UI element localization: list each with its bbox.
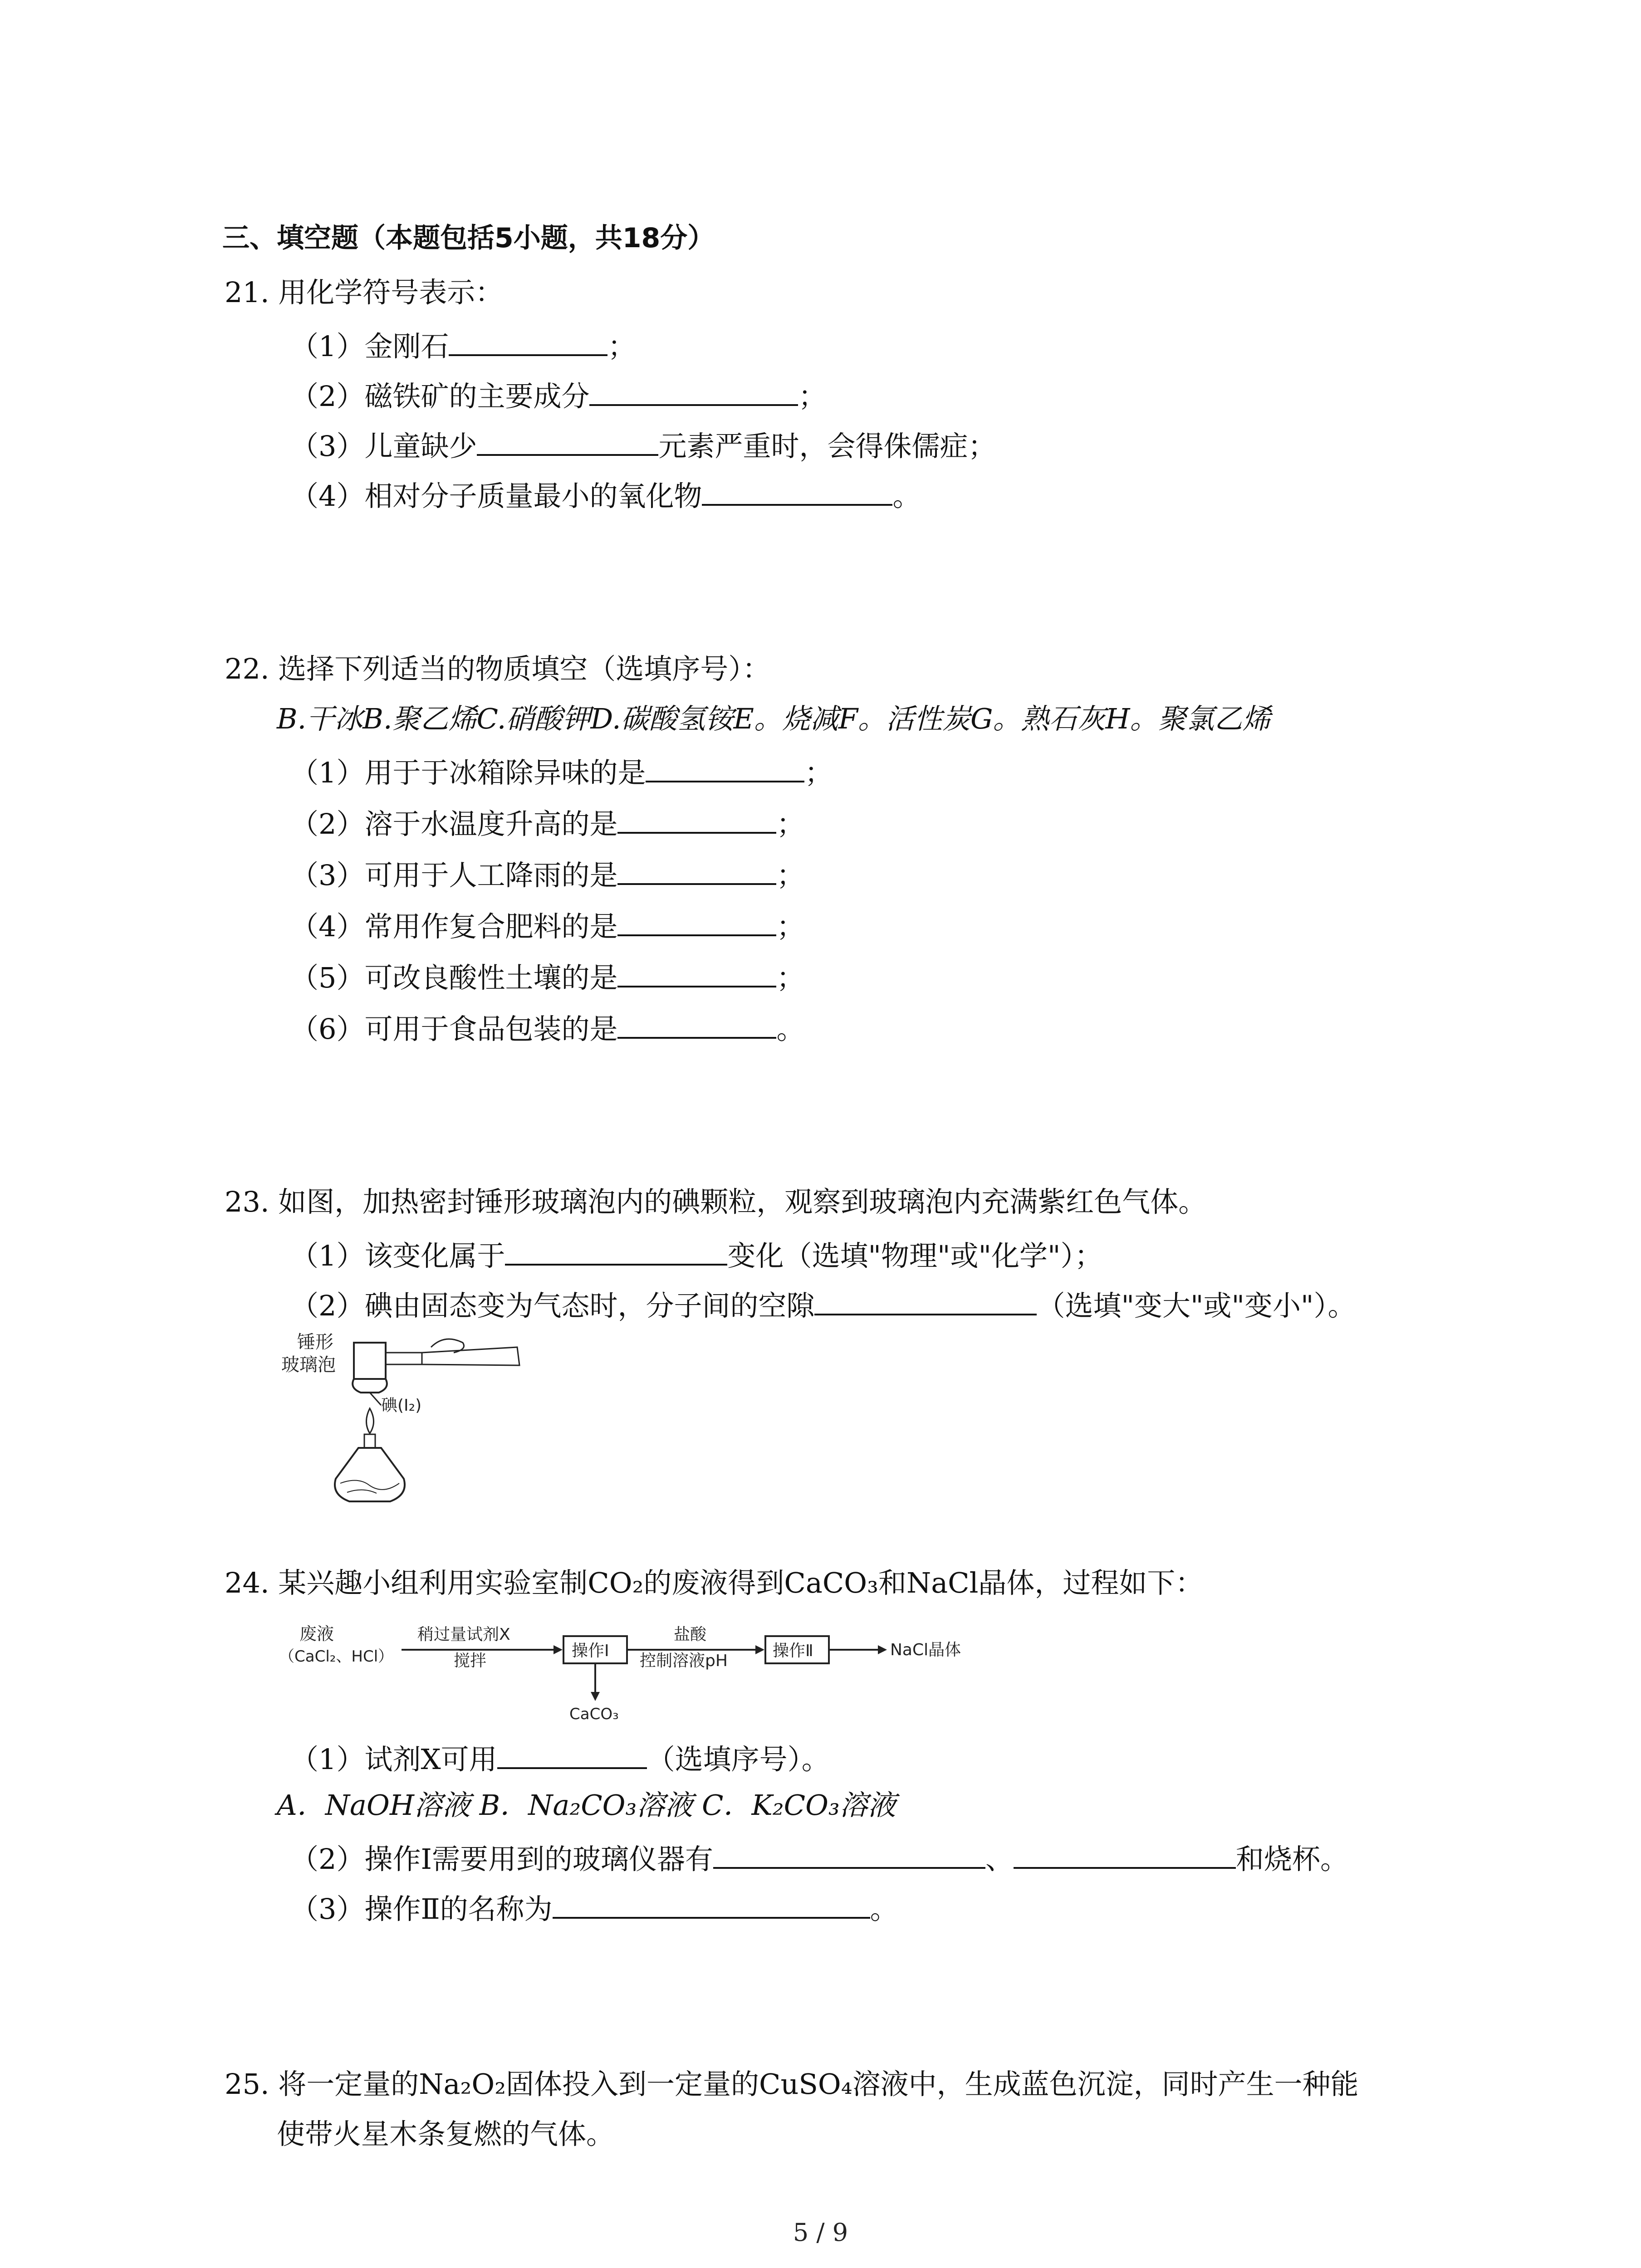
q22-item-1-prefix: （1）用于于冰箱除异味的是 (290, 756, 646, 789)
q22-item-4-suffix: ； (776, 910, 805, 943)
bulb-neck (386, 1353, 422, 1364)
q21-item-1-prefix: （1）金刚石 (290, 330, 449, 363)
lamp-wick (364, 1434, 375, 1448)
q23-stem: 23. 如图，加热密封锤形玻璃泡内的碘颗粒，观察到玻璃泡内充满紫红色气体。 (225, 1185, 1207, 1218)
q22-item-3-suffix: ； (776, 859, 805, 892)
q24-item-2-suffix: 和烧杯。 (1235, 1843, 1348, 1876)
q22-options: B.干冰B.聚乙烯C.硝酸钾D.碳酸氢铵E。烧减F。活性炭G。熟石灰H。聚氯乙烯 (277, 702, 1271, 735)
q22-item-2-prefix: （2）溶于水温度升高的是 (290, 807, 618, 841)
flow-arrow1-bottom: 搅拌 (454, 1652, 487, 1670)
q22-item-5 (290, 956, 804, 996)
q21-item-2 (290, 374, 826, 415)
flow-arrow2-bottom: 控制溶液pH (640, 1652, 728, 1670)
q21-blank-1[interactable] (449, 324, 607, 356)
q21-item-2-prefix: （2）磁铁矿的主要成分 (290, 380, 590, 413)
q21-blank-3[interactable] (477, 424, 658, 456)
q25-line-2: 使带火星木条复燃的气体。 (277, 2117, 615, 2151)
q21-item-3-suffix: 元素严重时，会得侏儒症； (658, 430, 996, 463)
q25-line-1: 25. 将一定量的Na₂O₂固体投入到一定量的CuSO₄溶液中，生成蓝色沉淀，同时产生一种能 (225, 2068, 1359, 2101)
bulb-shape (354, 1343, 386, 1379)
q21-blank-4[interactable] (702, 474, 892, 506)
q24-item-3 (290, 1887, 898, 1927)
q23-item-1-prefix: （1）该变化属于 (290, 1239, 505, 1272)
q21-item-1 (290, 324, 636, 365)
q22-blank-5[interactable] (617, 956, 776, 987)
q22-blank-4[interactable] (617, 904, 776, 936)
q24-blank-2b[interactable] (1014, 1837, 1236, 1869)
flow-start-2: （CaCl₂、HCl） (279, 1647, 394, 1666)
flame-shape (367, 1408, 374, 1433)
q24-blank-1[interactable] (497, 1737, 647, 1769)
q22-blank-3[interactable] (617, 853, 776, 885)
q24-item-1-suffix: （选填序号）。 (647, 1743, 830, 1776)
flow-arrow1-top: 稍过量试剂X (417, 1625, 510, 1644)
flow-down-product: CaCO₃ (569, 1705, 619, 1723)
q21-stem: 21. 用化学符号表示： (225, 276, 504, 309)
q21-blank-2[interactable] (589, 374, 798, 406)
q23-item-2-suffix: （选填"变大"或"变小"）。 (1037, 1289, 1356, 1322)
q24-item-3-prefix: （3）操作Ⅱ的名称为 (290, 1892, 553, 1926)
flow-start-1: 废液 (299, 1624, 334, 1644)
q21-item-3 (290, 424, 996, 464)
q23-figure (272, 1329, 526, 1520)
page-number: 5 / 9 (793, 2218, 848, 2247)
q21-item-3-prefix: （3）儿童缺少 (290, 430, 477, 463)
q23-item-1 (290, 1234, 1103, 1274)
q24-item-2 (290, 1837, 1348, 1877)
q23-item-2 (290, 1284, 1356, 1324)
q21-item-4-suffix: 。 (892, 479, 921, 513)
q22-item-1-suffix: ； (804, 756, 833, 789)
flow-end: NaCl晶体 (890, 1641, 961, 1659)
q24-flow-diagram (272, 1617, 998, 1721)
q23-blank-1[interactable] (505, 1234, 727, 1266)
q24-stem: 24. 某兴趣小组利用实验室制CO₂的废液得到CaCO₃和NaCl晶体，过程如下： (225, 1566, 1204, 1599)
figure-label-bottom: 玻璃泡 (281, 1354, 336, 1375)
q22-item-5-prefix: （5）可改良酸性土壤的是 (290, 961, 618, 994)
q22-item-2-suffix: ； (776, 807, 805, 841)
q22-item-5-suffix: ； (776, 961, 805, 994)
q23-blank-2[interactable] (814, 1284, 1037, 1315)
bulb-bottom (353, 1379, 387, 1393)
alcohol-lamp (335, 1448, 405, 1501)
q24-options: A．NaOH溶液 B．Na₂CO₃溶液 C．K₂CO₃溶液 (277, 1789, 896, 1822)
q24-item-3-suffix: 。 (870, 1892, 898, 1926)
q24-item-1-prefix: （1）试剂X可用 (290, 1743, 497, 1776)
q24-blank-2a[interactable] (713, 1837, 985, 1869)
q21-item-1-suffix: ； (607, 330, 636, 363)
q21-item-4 (290, 474, 921, 514)
q24-item-2-prefix: （2）操作I需要用到的玻璃仪器有 (290, 1843, 713, 1876)
q22-item-6-suffix: 。 (776, 1012, 805, 1046)
q21-item-4-prefix: （4）相对分子质量最小的氧化物 (290, 479, 702, 513)
figure-label-iodine: 碘(I₂) (381, 1396, 422, 1415)
q22-item-3 (290, 853, 804, 894)
q24-item-2-middle: 、 (985, 1843, 1014, 1876)
q22-item-6-prefix: （6）可用于食品包装的是 (290, 1012, 618, 1046)
q23-item-1-suffix: 变化（选填"物理"或"化学"）； (727, 1239, 1103, 1272)
q22-item-2 (290, 802, 804, 842)
q23-item-2-prefix: （2）碘由固态变为气态时，分子间的空隙 (290, 1289, 815, 1322)
q22-blank-2[interactable] (617, 802, 776, 834)
q22-item-4-prefix: （4）常用作复合肥料的是 (290, 910, 618, 943)
q22-stem: 22. 选择下列适当的物质填空（选填序号）： (225, 652, 771, 685)
q22-blank-1[interactable] (646, 751, 804, 782)
q24-item-1 (290, 1737, 830, 1778)
hand-holder (422, 1347, 519, 1365)
q22-item-3-prefix: （3）可用于人工降雨的是 (290, 859, 618, 892)
q22-blank-6[interactable] (617, 1007, 776, 1039)
flow-box-1-label: 操作Ⅰ (572, 1642, 609, 1660)
q22-item-6 (290, 1007, 804, 1047)
q24-blank-3[interactable] (553, 1887, 870, 1919)
flow-arrow2-top: 盐酸 (674, 1625, 707, 1644)
flow-box-2-label: 操作Ⅱ (773, 1642, 813, 1660)
section-title: 三、填空题（本题包括5小题，共18分） (222, 222, 715, 254)
q22-item-4 (290, 904, 804, 945)
q22-item-1 (290, 751, 833, 791)
q21-item-2-suffix: ； (798, 380, 827, 413)
figure-label-top: 锤形 (297, 1332, 333, 1353)
